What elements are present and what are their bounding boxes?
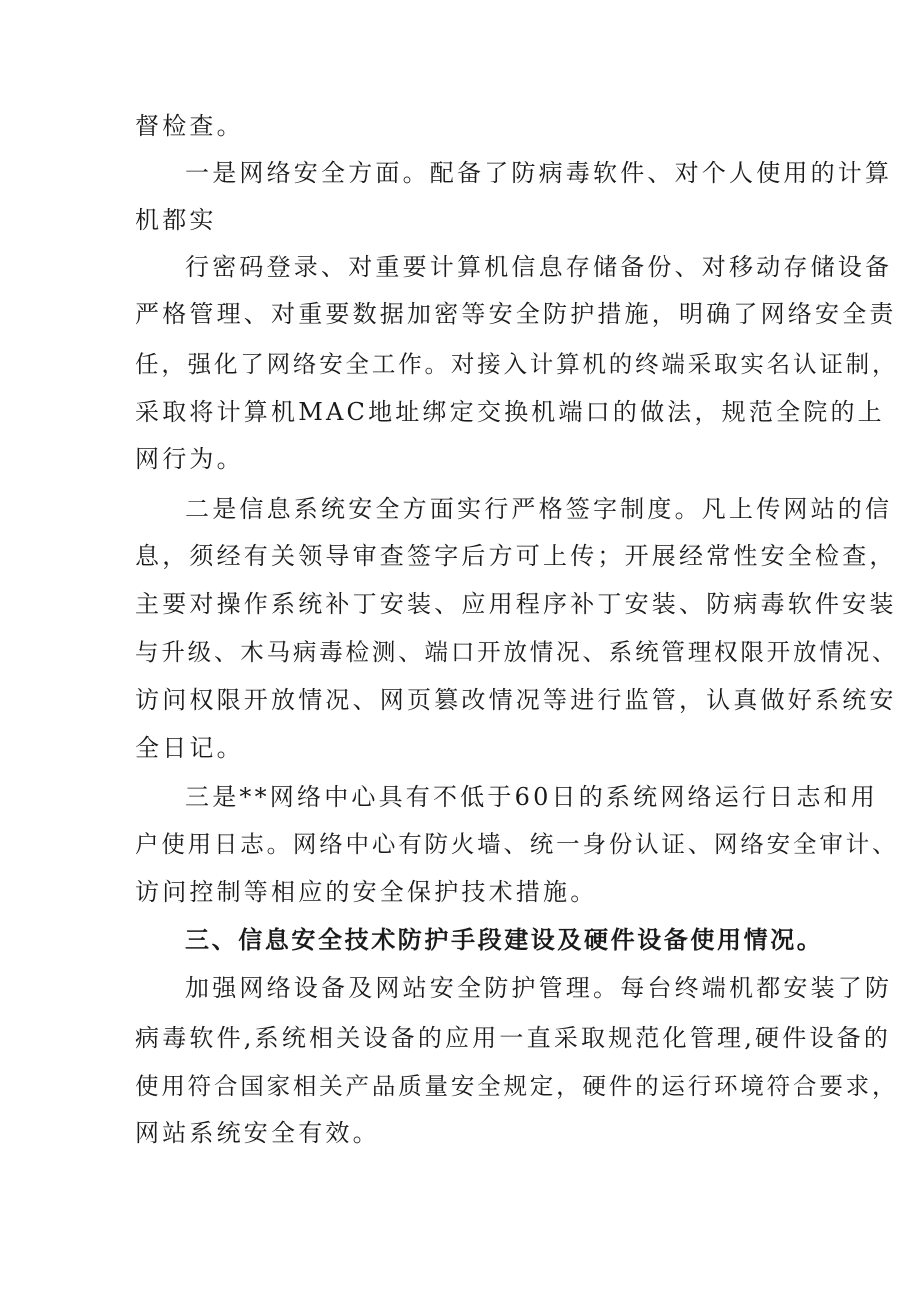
section-heading-3: 三、信息安全技术防护手段建设及硬件设备使用情况。 [185,926,824,954]
paragraph-3-line-3: 任，强化了网络安全工作。对接入计算机的终端采取实名认证制， [135,350,899,378]
paragraph-4-line-4: 与升级、木马病毒检测、端口开放情况、系统管理权限开放情况、 [135,638,899,666]
paragraph-2-line-2: 机都实 [135,206,217,234]
paragraph-4-line-1: 二是信息系统安全方面实行严格签字制度。凡上传网站的信 [185,495,893,523]
paragraph-5-line-1: 三是**网络中心具有不低于60日的系统网络运行日志和用 [185,783,878,811]
paragraph-3-line-4: 采取将计算机MAC地址绑定交换机端口的做法，规范全院的上 [135,398,885,426]
paragraph-5-line-3: 访问控制等相应的安全保护技术措施。 [135,878,598,906]
paragraph-4-line-3: 主要对操作系统补丁安装、应用程序补丁安装、防病毒软件安装 [135,590,897,618]
paragraph-6-line-4: 网站系统安全有效。 [135,1119,380,1147]
paragraph-4-line-5: 访问权限开放情况、网页篡改情况等进行监管，认真做好系统安 [135,686,897,714]
paragraph-6-line-2: 病毒软件,系统相关设备的应用一直采取规范化管理,硬件设备的 [135,1024,892,1052]
paragraph-6-line-3: 使用符合国家相关产品质量安全规定，硬件的运行环境符合要求， [135,1072,899,1100]
paragraph-4-line-2: 息，须经有关领导审查签字后方可上传；开展经常性安全检查， [135,542,897,570]
paragraph-4-line-6: 全日记。 [135,734,244,762]
paragraph-1-line-1: 督检查。 [135,112,244,140]
paragraph-2-line-1: 一是网络安全方面。配备了防病毒软件、对个人使用的计算 [185,159,893,187]
paragraph-3-line-5: 网行为。 [135,445,244,473]
paragraph-3-line-1: 行密码登录、对重要计算机信息存储备份、对移动存储设备 [185,253,893,281]
paragraph-3-line-2: 严格管理、对重要数据加密等安全防护措施，明确了网络安全责 [135,300,897,328]
paragraph-6-line-1: 加强网络设备及网站安全防护管理。每台终端机都安装了防 [185,974,893,1002]
paragraph-5-line-2: 户使用日志。网络中心有防火墙、统一身份认证、网络安全审计、 [135,830,899,858]
